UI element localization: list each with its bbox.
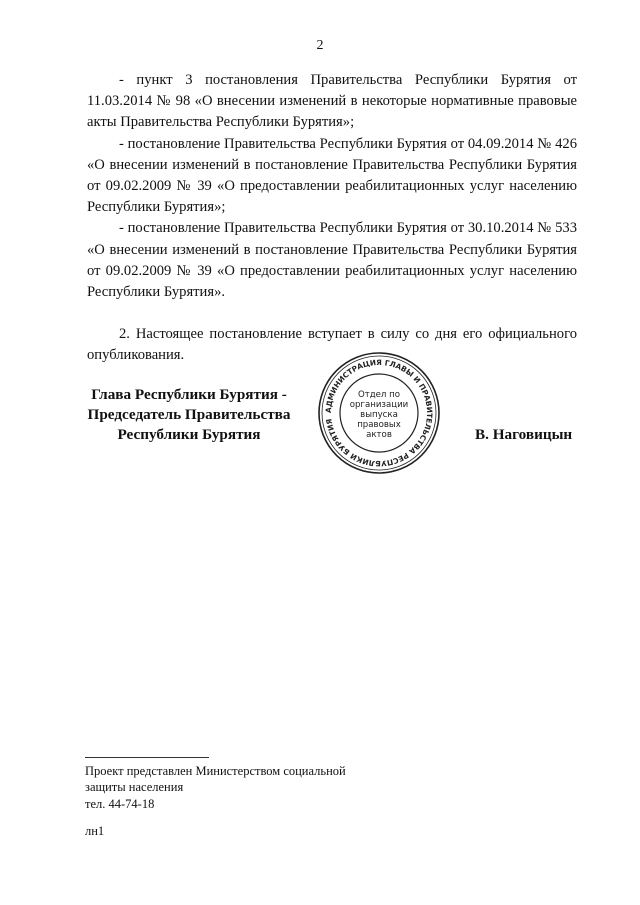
document-body bbox=[87, 70, 577, 367]
footnote-line-2: защиты населения bbox=[85, 780, 184, 795]
signature-name: В. Наговицын bbox=[475, 426, 573, 443]
signature-title-line-2: Председатель Правительства bbox=[87, 406, 291, 423]
seal-center-line-2: организации bbox=[349, 400, 409, 410]
paragraph-clause-2: 2. Настоящее постановление вступает в силу со дня его официального опубликования. bbox=[87, 326, 577, 364]
page-number: 2 bbox=[316, 38, 324, 53]
seal-center-line-5: актов bbox=[366, 430, 392, 440]
paragraph-item-1: - пункт 3 постановления Правительства Республики Бурятия от 11.03.2014 № 98 «О внесении изменений в некоторые нормативные правовые акты Правительства Республики Бурятия»; bbox=[87, 72, 577, 131]
footnote-line-1: Проект представлен Министерством социальной bbox=[85, 764, 346, 778]
paragraph-item-3: - постановление Правительства Республики Бурятия от 30.10.2014 № 533 «О внесении изменений в постановление Правительства Республики Бурятия от 09.02.2009 № 39 «О предоставлении реабилитационных услуг населению Республики Бурятия». bbox=[87, 220, 577, 301]
footnote-divider bbox=[85, 757, 209, 758]
seal-center-line-4: правовых bbox=[357, 420, 401, 430]
document-code-mark: лн1 bbox=[85, 824, 105, 838]
signature-title-line-3: Республики Бурятия bbox=[117, 426, 261, 443]
paragraph-item-2: - постановление Правительства Республики Бурятия от 04.09.2014 № 426 «О внесении изменений в постановление Правительства Республики Бурятия от 09.02.2009 № 39 «О предоставлении реабилитационных услуг населению Республики Бурятия»; bbox=[87, 135, 577, 216]
official-seal bbox=[316, 350, 442, 476]
footnote-line-3: тел. 44-74-18 bbox=[85, 796, 155, 811]
signature-title-line-1: Глава Республики Бурятия - bbox=[91, 386, 287, 403]
seal-center-line-3: выпуска bbox=[360, 410, 398, 420]
signature-title bbox=[84, 385, 294, 445]
seal-center-line-1: Отдел по bbox=[357, 390, 401, 400]
footnote bbox=[85, 763, 385, 812]
seal-ring-text: АДМИНИСТРАЦИЯ ГЛАВЫ И ПРАВИТЕЛЬСТВА РЕСПУБЛИКИ БУРЯТИЯ bbox=[323, 357, 435, 469]
